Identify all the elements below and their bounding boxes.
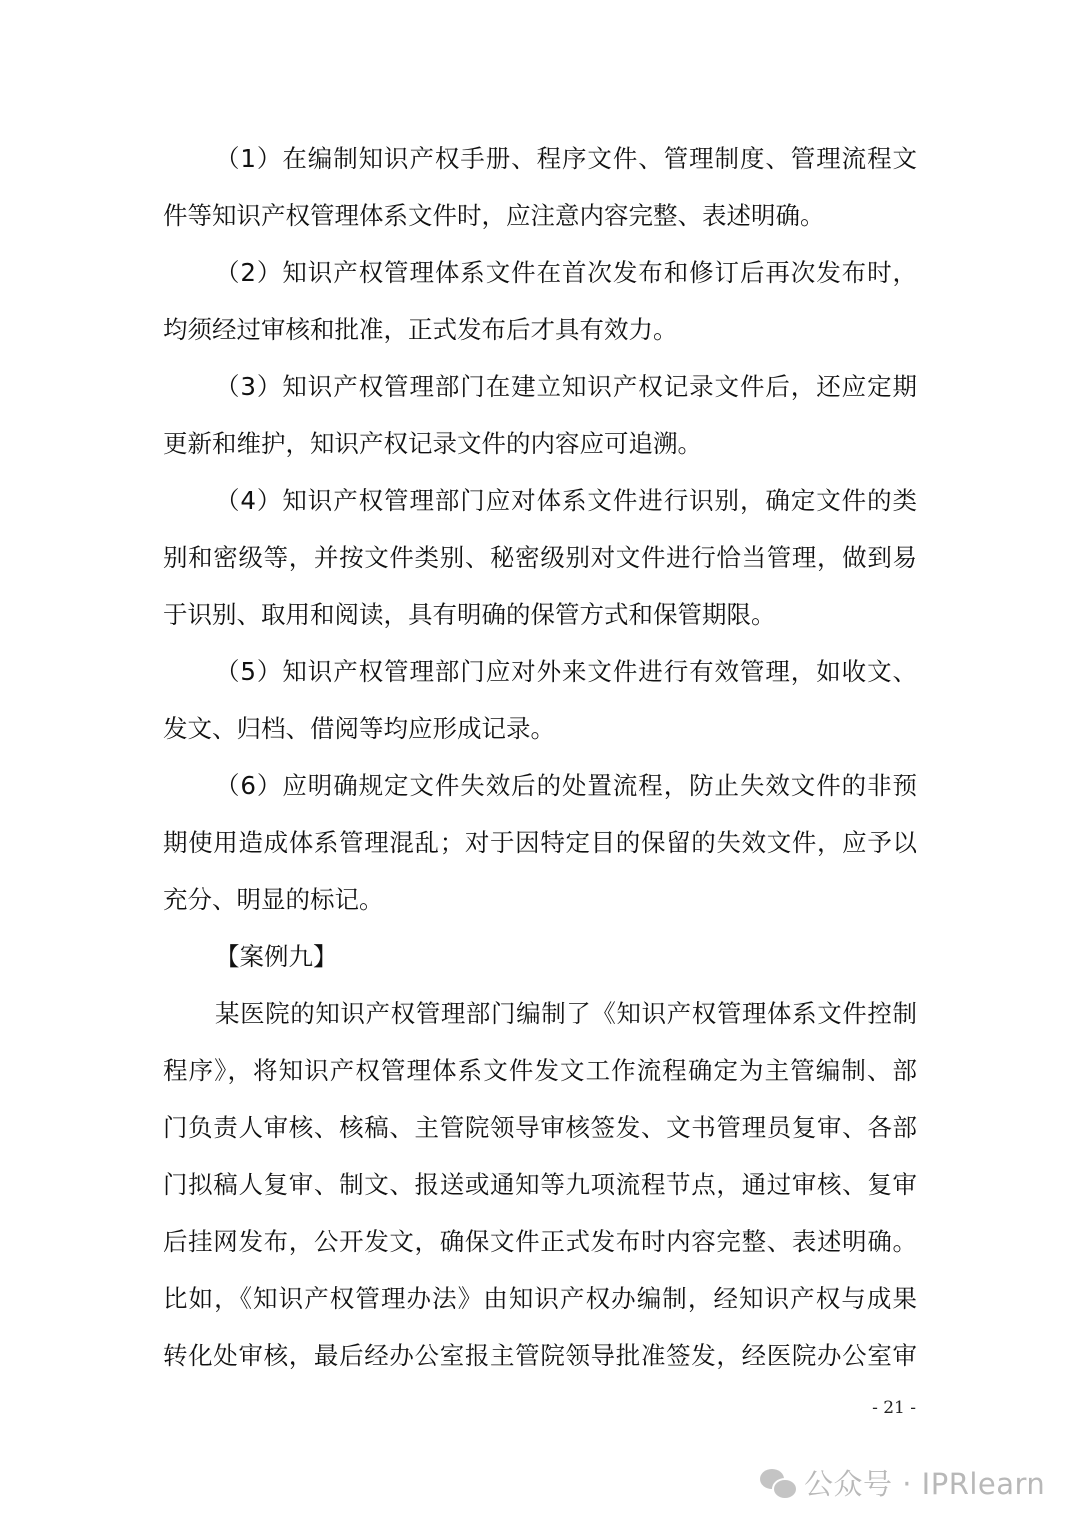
paragraph-line: 期使用造成体系管理混乱；对于因特定目的保留的失效文件，应予以 — [163, 828, 917, 857]
paragraph-line: 门负责人审核、核稿、主管院领导审核签发、文书管理员复审、各部 — [163, 1113, 917, 1142]
paragraph-line: 充分、明显的标记。 — [163, 885, 384, 914]
paragraph-line: （4）知识产权管理部门应对体系文件进行识别，确定文件的类 — [215, 486, 917, 515]
wechat-icon — [760, 1467, 796, 1499]
paragraph-line: 后挂网发布，公开发文，确保文件正式发布时内容完整、表述明确。 — [163, 1227, 917, 1256]
paragraph-line: 发文、归档、借阅等均应形成记录。 — [163, 714, 555, 743]
paragraph-line: （6）应明确规定文件失效后的处置流程，防止失效文件的非预 — [215, 771, 917, 800]
case-heading: 【案例九】 — [215, 942, 338, 971]
document-body — [163, 130, 917, 1384]
paragraph-line: 别和密级等，并按文件类别、秘密级别对文件进行恰当管理，做到易 — [163, 543, 917, 572]
paragraph-line: （1）在编制知识产权手册、程序文件、管理制度、管理流程文 — [215, 144, 917, 173]
paragraph-line: （3）知识产权管理部门在建立知识产权记录文件后，还应定期 — [215, 372, 917, 401]
paragraph-line: 更新和维护，知识产权记录文件的内容应可追溯。 — [163, 429, 702, 458]
page-number: - 21 - — [872, 1398, 916, 1418]
watermark-text: 公众号 · IPRlearn — [804, 1467, 1046, 1501]
paragraph-line: 均须经过审核和批准，正式发布后才具有效力。 — [163, 315, 678, 344]
paragraph-line: 某医院的知识产权管理部门编制了《知识产权管理体系文件控制 — [215, 999, 917, 1028]
paragraph-line: （5）知识产权管理部门应对外来文件进行有效管理，如收文、 — [215, 657, 917, 686]
paragraph-line: 程序》，将知识产权管理体系文件发文工作流程确定为主管编制、部 — [163, 1056, 917, 1085]
paragraph-line: 门拟稿人复审、制文、报送或通知等九项流程节点，通过审核、复审 — [163, 1170, 917, 1199]
watermark — [760, 1462, 1045, 1503]
paragraph-line: 比如，《知识产权管理办法》由知识产权办编制，经知识产权与成果 — [163, 1284, 917, 1313]
paragraph-line: 转化处审核，最后经办公室报主管院领导批准签发，经医院办公室审 — [163, 1341, 917, 1370]
paragraph-line: 件等知识产权管理体系文件时，应注意内容完整、表述明确。 — [163, 201, 825, 230]
paragraph-line: （2）知识产权管理体系文件在首次发布和修订后再次发布时， — [215, 258, 917, 287]
paragraph-line: 于识别、取用和阅读，具有明确的保管方式和保管期限。 — [163, 600, 776, 629]
